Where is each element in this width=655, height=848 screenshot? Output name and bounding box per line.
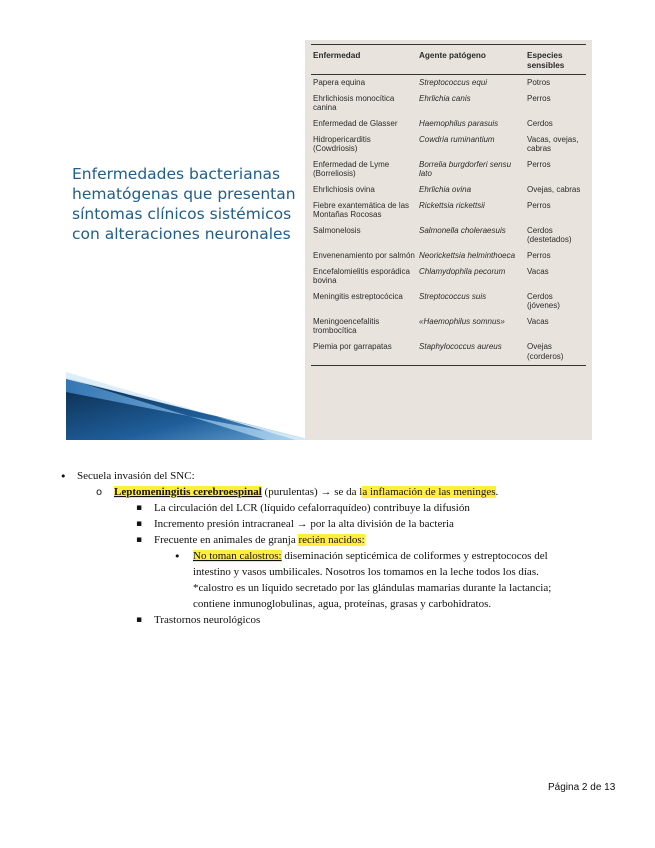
agent-cell: Neorickettsia helminthoeca xyxy=(419,250,516,260)
table-row xyxy=(311,198,586,223)
circle-bullet: o xyxy=(96,487,103,498)
species-cell: Vacas xyxy=(527,316,549,326)
agent-cell: Streptococcus suis xyxy=(419,291,487,301)
square-bullet: ▪ xyxy=(136,519,143,529)
agent-cell: Staphylococcus aureus xyxy=(417,339,525,366)
disc-bullet: • xyxy=(174,550,181,563)
agent-cell: Streptococcus equi xyxy=(419,78,488,88)
species-cell: Vacas xyxy=(527,266,549,276)
species-cell: Vacas, ovejas, cabras xyxy=(527,134,579,154)
disease-cell: Meningoencefalitis trombocítica xyxy=(313,316,380,336)
table-row xyxy=(311,182,586,198)
table-row xyxy=(311,264,586,289)
species-cell: Ovejas, cabras xyxy=(527,184,581,194)
species-cell: Cerdos (jóvenes) xyxy=(527,291,560,311)
list-item-calostros xyxy=(193,549,548,565)
page-number: Página 2 de 13 xyxy=(548,782,616,793)
species-cell: Perros xyxy=(527,250,551,260)
agent-cell: Salmonella choleraesuis xyxy=(419,225,506,235)
table-row xyxy=(311,75,586,91)
species-cell: Perros xyxy=(527,200,551,210)
meninges-highlight: a inflamación de las meninges xyxy=(362,486,496,498)
disease-cell: Piemia por garrapatas xyxy=(311,339,417,366)
square-bullet: ▪ xyxy=(136,535,143,545)
slide-title-line: síntomas clínicos sistémicos xyxy=(72,205,292,223)
diseminacion-text: diseminación septicémica de coliformes y estreptococos del xyxy=(281,550,548,562)
table-row xyxy=(311,248,586,264)
disease-cell: Fiebre exantemática de las Montañas Rocosas xyxy=(313,200,410,220)
presion-text: Incremento presión intracraneal xyxy=(154,518,297,530)
table-row xyxy=(311,157,586,182)
species-cell: Ovejas (corderos) xyxy=(525,339,586,366)
table-row xyxy=(311,289,586,314)
period-text: . xyxy=(495,486,499,498)
slide-title-line: con alteraciones neuronales xyxy=(72,225,291,243)
table-row xyxy=(311,314,586,339)
square-bullet: ▪ xyxy=(136,503,143,513)
slide-title-line: Enfermedades bacterianas xyxy=(72,165,281,183)
disease-cell: Salmonelosis xyxy=(313,225,361,235)
arrow-text: → se da l xyxy=(317,486,363,498)
disease-cell: Hidropericarditis (Cowdriosis) xyxy=(313,134,371,154)
table-header-row xyxy=(311,45,586,75)
purulentas-text: (purulentas) xyxy=(261,486,318,498)
agent-cell: Cowdria ruminantium xyxy=(419,134,495,144)
disease-table-image xyxy=(305,40,592,440)
table-row xyxy=(311,339,586,366)
list-item-frecuente xyxy=(154,533,365,549)
disease-table xyxy=(311,44,586,366)
disease-cell: Ehrlichiosis ovina xyxy=(313,184,375,194)
species-cell: Potros xyxy=(527,78,551,88)
species-cell: Cerdos xyxy=(527,118,553,128)
disease-cell: Enfermedad de Glasser xyxy=(313,118,398,128)
square-bullet: ▪ xyxy=(136,615,143,625)
slide-image xyxy=(66,40,592,440)
disease-cell: Envenenamiento por salmón xyxy=(313,250,415,260)
list-item-lcr: La circulación del LCR (líquido cefalorraquídeo) contribuye la difusión xyxy=(154,502,470,514)
table-row xyxy=(311,91,586,116)
recien-nacidos-highlight: recién nacidos: xyxy=(298,534,365,546)
leptomeningitis-term: Leptomeningitis cerebroespinal xyxy=(114,486,262,498)
list-item-trastornos: Trastornos neurológicos xyxy=(154,614,261,626)
decorative-swoosh xyxy=(66,370,311,440)
species-cell: Perros xyxy=(527,159,551,169)
agent-cell: Chlamydophila pecorum xyxy=(419,266,506,276)
calostro-composition: contiene inmunoglobulinas, agua, proteínas, grasas y carbohidratos. xyxy=(193,598,492,610)
header-enfermedad: Enfermedad xyxy=(311,45,417,75)
list-item-leptomeningitis xyxy=(114,485,498,501)
agent-cell: Ehrlichia ovina xyxy=(419,184,472,194)
frecuente-text: Frecuente en animales de granja xyxy=(154,534,299,546)
slide-title-line: hematógenas que presentan xyxy=(72,185,296,203)
list-item-presion xyxy=(154,517,454,533)
table-row xyxy=(311,223,586,248)
calostros-continuation: intestino y vasos umbilicales. Nosotros los tomamos en la leche todos los días. xyxy=(193,566,539,578)
agent-cell: Borrelia burgdorferi sensu lato xyxy=(419,159,512,179)
agent-cell: Haemophilus parasuis xyxy=(419,118,499,128)
agent-cell: «Haemophilus somnus» xyxy=(419,316,505,326)
list-item-secuela: Secuela invasión del SNC: xyxy=(77,470,195,482)
agent-cell: Ehrlichia canis xyxy=(419,93,471,103)
disc-bullet: • xyxy=(60,470,67,483)
species-cell: Perros xyxy=(527,93,551,103)
calostro-definition: *calostro es un líquido secretado por las glándulas mamarias durante la lactancia; xyxy=(193,582,552,594)
disease-cell: Meningitis estreptocócica xyxy=(313,291,403,301)
table-row xyxy=(311,116,586,132)
species-cell: Cerdos (destetados) xyxy=(527,225,572,245)
slide-title xyxy=(72,164,302,244)
agent-cell: Rickettsia rickettsii xyxy=(419,200,485,210)
calostros-highlight: No toman calostros: xyxy=(193,550,282,562)
presion-arrow-text: → por la alta división de la bacteria xyxy=(296,518,454,530)
disease-cell: Papera equina xyxy=(313,78,366,88)
disease-cell: Enfermedad de Lyme (Borreliosis) xyxy=(313,159,390,179)
header-especies: Especies sensibles xyxy=(525,45,586,75)
table-row xyxy=(311,132,586,157)
disease-cell: Encefalomielitis esporádica bovina xyxy=(313,266,410,286)
disease-cell: Ehrlichiosis monocítica canina xyxy=(313,93,395,113)
header-agente: Agente patógeno xyxy=(417,45,525,75)
